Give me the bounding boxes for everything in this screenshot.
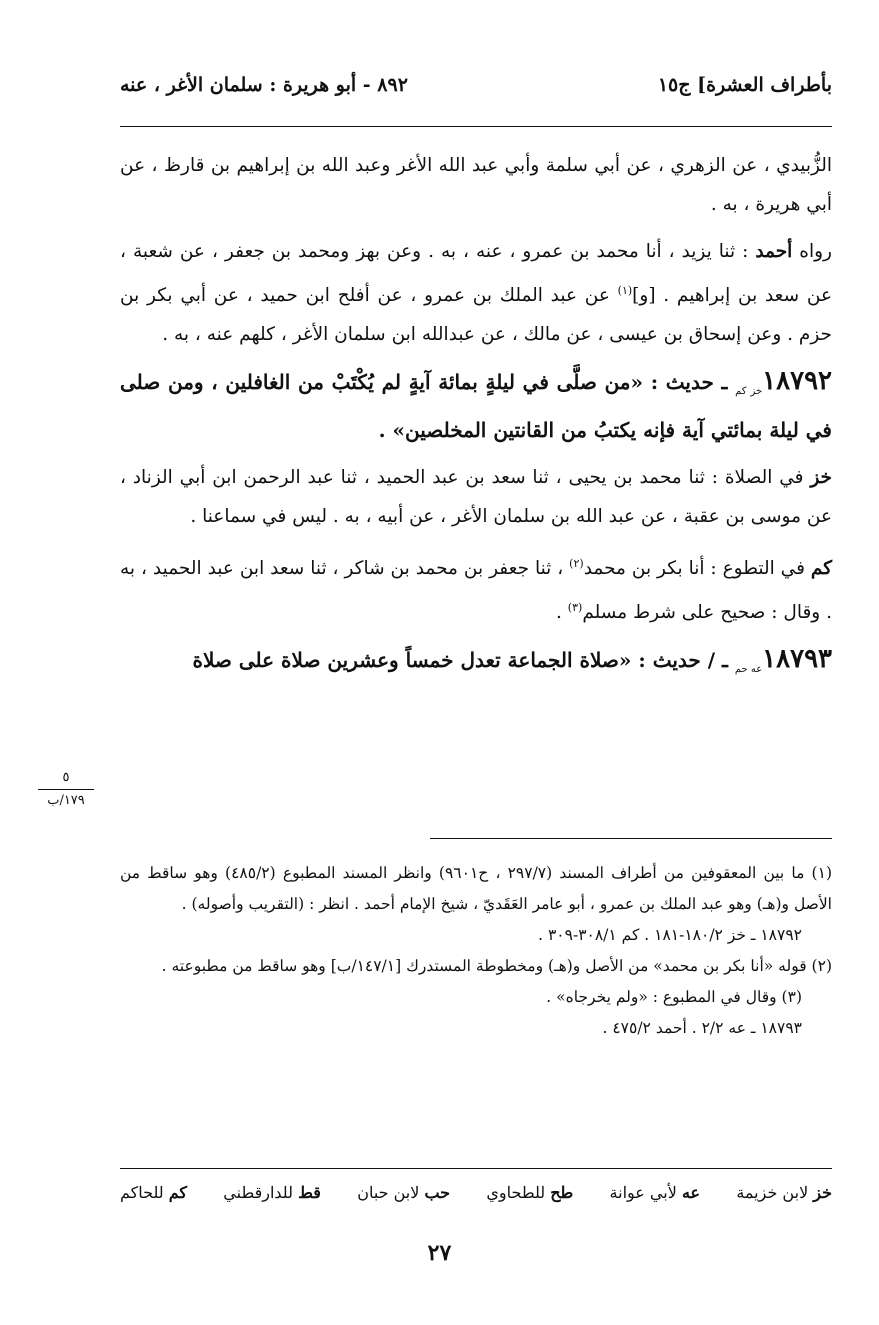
hadith-sigla: خز كم — [735, 386, 763, 398]
paragraph-2: رواه أحمد : ثنا يزيد ، أنا محمد بن عمرو ، عنه ، به . وعن بهز ومحمد بن جعفر ، عن شعبة ، عن سعد بن إبراهيم . [و]$^{(١)}$ عن عبد الملك بن عمرو ، عن أفلح ابن حميد ، عن أبي بكر بن حزم . وعن إسحاق بن عيسى ، عن مالك ، عن عبدالله ابن سلمان الأغر ، كلهم عنه ، به . — [120, 241, 832, 346]
ref-ahmad: أحمد — [755, 241, 793, 262]
page-number: ٢٧ — [427, 1240, 452, 1266]
abbrev-item: خز لابن خزيمة — [736, 1183, 832, 1202]
paragraph-4: كم في التطوع : أنا بكر بن محمد$^{(٢)}$ ، ثنا جعفر بن محمد بن شاكر ، ثنا سعد ابن عبد الحميد ، به . وقال : صحيح على شرط مسلم$^{(٣)}$ . — [120, 557, 833, 624]
footer-rule — [120, 1168, 832, 1169]
abbrev-item: قط للدارقطني — [223, 1183, 321, 1202]
section-title: ٨٩٢ - أبو هريرة : سلمان الأغر ، عنه — [120, 74, 408, 96]
main-text — [120, 146, 832, 697]
footnote-1: (١) ما بين المعقوفين من أطراف المسند (٢٩٧/٧ ، ح٩٦٠١) وانظر المسند المطبوع (٤٨٥/٢) وهو ساقط من الأصل و(هـ) وهو عبد الملك بن عمرو ، أبو عامر العَقَديّ ، شيخ الإمام أحمد . انظر : (التقريب وأصوله) . — [120, 864, 832, 913]
running-header — [120, 74, 832, 114]
abbreviation-key — [120, 1183, 832, 1202]
paragraph-3: خز في الصلاة : ثنا محمد بن يحيى ، ثنا سعد بن عبد الحميد ، ثنا عبد الرحمن ابن أبي الزناد ، عن موسى بن عقبة ، عن عبد الله بن سلمان الأغر ، عن أبيه ، به . ليس في سماعنا . — [120, 467, 832, 528]
book-title: بأطراف العشرة] ج١٥ — [657, 74, 832, 96]
footnote-3: (٣) وقال في المطبوع : «ولم يخرجاه» . — [546, 988, 802, 1006]
footnote-separator — [430, 838, 832, 839]
source-ref-18793: ١٨٧٩٣ ـ عه ٢/٢ . أحمد ٤٧٥/٢ . — [602, 1019, 802, 1037]
paragraph-1: الزُّبيدي ، عن الزهري ، عن أبي سلمة وأبي عبد الله الأغر وعبد الله بن إبراهيم بن قارظ ، عن أبي هريرة ، به . — [120, 155, 832, 215]
hadith-number: ١٨٧٩٣ — [762, 644, 832, 675]
header-rule — [120, 126, 832, 127]
hadith-sigla: عه حم — [734, 664, 763, 676]
source-ref-18792: ١٨٧٩٢ ـ خز ١٨٠/٢-١٨١ . كم ٣٠٨/١-٣٠٩ . — [538, 926, 802, 944]
hadith-18793: $١٨٧٩٣_{عه حم}$ ـ / حديث : «صلاة الجماعة تعدل خمساً وعشرين صلاة على صلاة — [192, 644, 832, 676]
hadith-number: ١٨٧٩٢ — [762, 366, 832, 397]
abbrev-item: كم للحاكم — [120, 1183, 187, 1202]
abbrev-item: عه لأبي عوانة — [609, 1183, 701, 1202]
hadith-18792: $١٨٧٩٢_{خز كم}$ ـ حديث : «من صلَّى في ليلةٍ بمائة آيةٍ لم يُكْتَبْ من الغافلين ، ومن صلى في ليلة بمائتي آية فإنه يكتبُ من القانتين المخلصين» . — [120, 366, 832, 443]
footnotes — [120, 858, 832, 1044]
manuscript-folio-note: ٥ ١٧٩/ب — [30, 770, 102, 809]
abbrev-item: حب لابن حبان — [357, 1183, 451, 1202]
footnote-2: (٢) قوله «أنا بكر بن محمد» من الأصل و(هـ) ومخطوطة المستدرك [١٤٧/١/ب] وهو ساقط من مطبوعته . — [161, 957, 832, 975]
abbrev-item: طح للطحاوي — [486, 1183, 574, 1202]
margin-rule — [38, 789, 94, 790]
footnote-ref-3: (٣) — [567, 601, 583, 615]
footnote-ref-2: (٢) — [569, 557, 584, 571]
footnote-ref-1: (١) — [617, 284, 633, 297]
